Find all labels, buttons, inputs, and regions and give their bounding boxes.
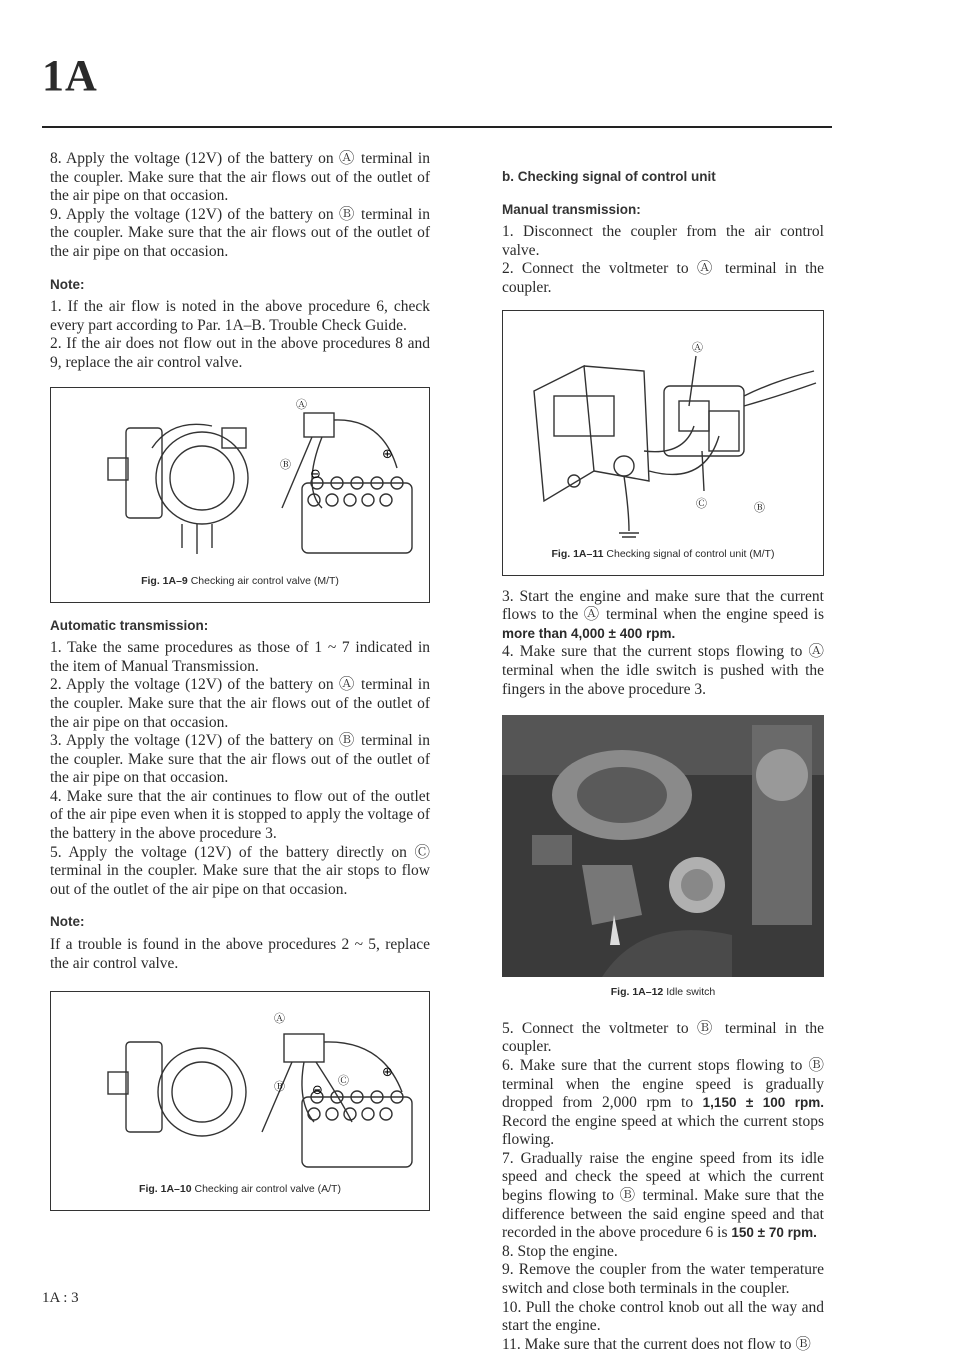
label-a: Ⓐ: [692, 340, 703, 354]
automatic-transmission-heading: Automatic transmission:: [50, 617, 209, 633]
manual-step-4: 4. Make sure that the current stops flowing to Ⓐ terminal when the idle switch is pushed with the fingers in the above procedure 3.: [502, 643, 824, 698]
figure-caption: [51, 1176, 429, 1205]
voltmeter-coupler-diagram: [504, 311, 822, 541]
auto-step-1: 1. Take the same procedures as those of 1 ~ 7 indicated in the item of Manual Transmission.: [50, 639, 430, 675]
manual-transmission-heading: Manual transmission:: [502, 201, 641, 217]
header-rule: [42, 126, 832, 128]
manual-step-3-bold: more than 4,000 ± 400 rpm.: [502, 625, 676, 641]
manual-step-6-text: 6. Make sure that the current stops flowing to Ⓑ terminal when the engine speed is gradually dropped from 2,000 rpm to: [502, 1056, 824, 1112]
note-item-1: 1. If the air flow is noted in the above procedure 6, check every part according to Par. 1A–B. Trouble Check Guide.: [50, 298, 430, 334]
manual-step-6-bold: 1,150 ± 100 rpm.: [702, 1095, 824, 1111]
figure-title: Idle switch: [666, 986, 716, 999]
auto-step-5: 5. Apply the voltage (12V) of the battery directly on Ⓒ terminal in the coupler. Make sure that the air stops to flow out of the outlet of the air pipe on that occasion.: [50, 843, 430, 898]
manual-step-10: 10. Pull the choke control knob out all the way and start the engine.: [502, 1298, 824, 1335]
label-minus: ⊖: [312, 1083, 323, 1099]
manual-step-6-text-2: Record the engine speed at which the current stops flowing.: [502, 1112, 824, 1149]
manual-step-3-text: 3. Start the engine and make sure that the current flows to the Ⓐ terminal when the engine speed is: [502, 587, 824, 624]
note-2-item: If a trouble is found in the above procedures 2 ~ 5, replace the air control valve.: [50, 936, 430, 972]
manual-step-6: [502, 1057, 824, 1150]
label-minus: ⊖: [310, 466, 321, 482]
air-control-valve-diagram-mt: [52, 388, 428, 568]
idle-switch-photo: [502, 715, 824, 977]
chapter-heading: 1A: [42, 51, 98, 100]
label-b: Ⓑ: [754, 500, 765, 514]
manual-step-2: 2. Connect the voltmeter to Ⓐ terminal in the coupler.: [502, 260, 824, 296]
figure-caption: [502, 977, 824, 1008]
step-8: 8. Apply the voltage (12V) of the battery on Ⓐ terminal in the coupler. Make sure that the air flows out of the outlet of the air pipe on that occasion.: [50, 150, 430, 205]
step-9: 9. Apply the voltage (12V) of the battery on Ⓑ terminal in the coupler. Make sure that the air flows out of the outlet of the air pipe on that occasion.: [50, 205, 430, 260]
manual-step-7-text: 7. Gradually raise the engine speed from its idle speed and check the speed at which the current begins flowing to Ⓑ terminal. Make sure that the difference between the said engine speed and that recorded in the above procedure 6 is: [502, 1149, 824, 1242]
air-control-valve-diagram-at: [52, 992, 428, 1176]
label-plus: ⊕: [382, 446, 393, 462]
left-column: [50, 150, 430, 1223]
figure-caption: [503, 541, 823, 570]
note-heading: Note:: [50, 276, 85, 292]
note-item-2: 2. If the air does not flow out in the above procedures 8 and 9, replace the air control valve.: [50, 335, 430, 371]
label-c: Ⓒ: [338, 1074, 349, 1088]
figure-caption: [51, 568, 429, 597]
section-b-heading: b. Checking signal of control unit: [502, 169, 716, 184]
manual-step-9: 9. Remove the coupler from the water temperature switch and close both terminals in the coupler.: [502, 1261, 824, 1298]
figure-number: Fig. 1A–10: [139, 1183, 192, 1196]
auto-step-2: 2. Apply the voltage (12V) of the battery on Ⓐ terminal in the coupler. Make sure that the air flows out of the outlet of the air pipe on that occasion.: [50, 676, 430, 731]
manual-step-8: 8. Stop the engine.: [502, 1242, 618, 1260]
label-a: Ⓐ: [274, 1012, 285, 1026]
manual-step-7-bold: 150 ± 70 rpm.: [731, 1225, 817, 1241]
manual-step-11: 11. Make sure that the current does not flow to Ⓑ: [502, 1335, 811, 1353]
label-c: Ⓒ: [696, 496, 707, 510]
figure-1a-10: [50, 991, 430, 1211]
label-plus: ⊕: [382, 1065, 393, 1081]
figure-1a-11: [502, 310, 824, 576]
figure-title: Checking air control valve (M/T): [190, 574, 339, 587]
figure-number: Fig. 1A–11: [551, 547, 604, 560]
auto-step-3: 3. Apply the voltage (12V) of the battery on Ⓑ terminal in the coupler. Make sure that the air flows out of the outlet of the air pipe on that occasion.: [50, 732, 430, 787]
auto-step-4: 4. Make sure that the air continues to flow out of the outlet of the air pipe even when it is stopped to apply the voltage of the battery in the above procedure 3.: [50, 787, 430, 843]
label-a: Ⓐ: [296, 397, 307, 411]
label-b: Ⓑ: [280, 457, 291, 471]
right-column: [502, 150, 824, 1354]
page-number: 1A : 3: [42, 1290, 79, 1306]
manual-step-3: [502, 588, 824, 644]
figure-1a-9: [50, 387, 430, 603]
note-heading-2: Note:: [50, 914, 85, 930]
manual-step-5: 5. Connect the voltmeter to Ⓑ terminal in the coupler.: [502, 1019, 824, 1056]
figure-title: Checking air control valve (A/T): [194, 1183, 341, 1196]
figure-number: Fig. 1A–9: [141, 574, 188, 587]
figure-1a-12: [502, 715, 824, 1008]
manual-step-1: 1. Disconnect the coupler from the air control valve.: [502, 223, 824, 259]
manual-step-7: [502, 1150, 824, 1243]
label-b: Ⓑ: [274, 1080, 285, 1094]
figure-title: Checking signal of control unit (M/T): [606, 547, 775, 560]
figure-number: Fig. 1A–12: [610, 986, 664, 999]
